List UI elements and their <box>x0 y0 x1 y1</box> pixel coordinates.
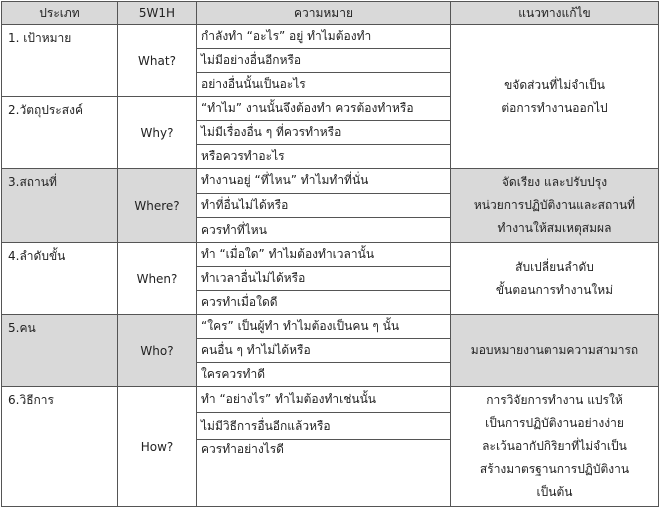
w-question-cell: Who? <box>118 315 197 387</box>
category-cell: 2.วัตถุประสงค์ <box>2 97 118 169</box>
meaning-cell: ไม่มีอย่างอื่นอีกหรือ <box>197 49 451 73</box>
meaning-cell: ควรทำอย่างไรดี <box>197 439 451 506</box>
meaning-cell: “ใคร” เป็นผู้ทำ ทำไมต้องเป็นคน ๆ นั้น <box>197 315 451 339</box>
header-solution: แนวทางแก้ไข <box>451 2 659 25</box>
meaning-cell: หรือควรทำอะไร <box>197 145 451 169</box>
meaning-cell: ทำเวลาอื่นไม่ได้หรือ <box>197 267 451 291</box>
solution-line: จัดเรียง และปรับปรุง <box>501 175 608 189</box>
category-cell: 4.ลำดับขั้น <box>2 243 118 315</box>
meaning-cell: คนอื่น ๆ ทำไม่ได้หรือ <box>197 339 451 363</box>
category-cell: 5.คน <box>2 315 118 387</box>
solution-line: เป็นต้น <box>536 485 573 499</box>
solution-line: ทำงานให้สมเหตุสมผล <box>497 221 612 235</box>
w-question-cell: What? <box>118 25 197 97</box>
solution-line: ขั้นตอนการทำงานใหม่ <box>495 282 614 297</box>
meaning-cell: ทำงานอยู่ “ที่ไหน” ทำไมทำที่นั่น <box>197 169 451 194</box>
solution-line: การวิจัยการทำงาน แปรให้ <box>486 393 623 407</box>
category-cell: 3.สถานที่ <box>2 169 118 243</box>
category-cell: 6.วิธีการ <box>2 387 118 507</box>
meaning-cell: ควรทำที่ไหน <box>197 218 451 243</box>
meaning-cell: “ทำไม” งานนั้นจึงต้องทำ ควรต้องทำหรือ <box>197 97 451 121</box>
header-row <box>2 2 659 25</box>
solution-line: ละเว้นอากัปกิริยาที่ไม่จำเป็น <box>482 439 627 453</box>
solution-line: เป็นการปฏิบัติงานอย่างง่าย <box>485 416 624 430</box>
solution-cell <box>451 315 659 387</box>
w-question-cell: How? <box>118 387 197 507</box>
header-5w1h: 5W1H <box>118 2 197 25</box>
solution-line: มอบหมายงานตามความสามารถ <box>470 343 639 357</box>
header-category: ประเภท <box>2 2 118 25</box>
solution-line: หน่วยการปฏิบัติงานและสถานที่ <box>473 198 636 212</box>
solution-line: สร้างมาตรฐานการปฏิบัติงาน <box>479 462 630 476</box>
solution-cell <box>451 387 659 507</box>
w-question-cell: Where? <box>118 169 197 243</box>
5w1h-table <box>1 1 659 507</box>
solution-cell <box>451 243 659 315</box>
header-meaning: ความหมาย <box>197 2 451 25</box>
table-row <box>2 25 659 49</box>
solution-line: ต่อการทำงานออกไป <box>501 100 608 115</box>
solution-cell <box>451 169 659 243</box>
meaning-cell: ควรทำเมื่อใดดี <box>197 291 451 315</box>
solution-cell <box>451 25 659 169</box>
meaning-cell: ทำ “อย่างไร” ทำไมต้องทำเช่นนั้น <box>197 387 451 413</box>
w-question-cell: When? <box>118 243 197 315</box>
meaning-cell: ไม่มีวิธีการอื่นอีกแล้วหรือ <box>197 413 451 439</box>
table-row <box>2 169 659 194</box>
table-row <box>2 243 659 267</box>
w-question-cell: Why? <box>118 97 197 169</box>
table-row <box>2 387 659 413</box>
meaning-cell: ทำ “เมื่อใด” ทำไมต้องทำเวลานั้น <box>197 243 451 267</box>
table-row <box>2 315 659 339</box>
solution-line: ขจัดส่วนที่ไม่จำเป็น <box>504 77 605 92</box>
meaning-cell: ใครควรทำดี <box>197 363 451 387</box>
category-cell: 1. เป้าหมาย <box>2 25 118 97</box>
meaning-cell: กำลังทำ “อะไร” อยู่ ทำไมต้องทำ <box>197 25 451 49</box>
meaning-cell: อย่างอื่นนั้นเป็นอะไร <box>197 73 451 97</box>
meaning-cell: ไม่มีเรื่องอื่น ๆ ที่ควรทำหรือ <box>197 121 451 145</box>
solution-line: สับเปลี่ยนลำดับ <box>515 259 594 274</box>
meaning-cell: ทำที่อื่นไม่ได้หรือ <box>197 193 451 218</box>
